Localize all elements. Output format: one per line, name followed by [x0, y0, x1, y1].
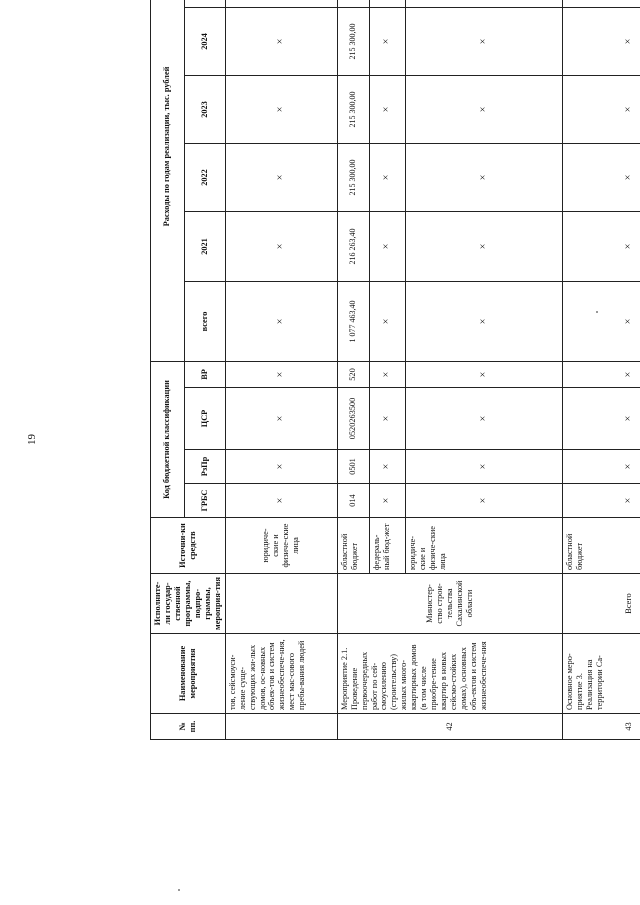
col-rzpr-header: РзПр: [184, 450, 225, 484]
col-num-header: № пп.: [151, 714, 226, 740]
cell-source: областной бюджет: [562, 518, 640, 574]
cell-2024: ×: [405, 7, 562, 75]
cell-csr: ×: [369, 388, 405, 450]
cell-2023: 215 300,00: [337, 75, 369, 143]
cell-2024: 215 300,00: [337, 7, 369, 75]
col-executor-header: Исполните-ли государ-ственной программы, подпро-граммы, мероприя-тия: [151, 574, 226, 634]
cell-executor: Всего: [562, 574, 640, 634]
cell-2023: ×: [562, 75, 640, 143]
cell-source: юридиче-ские и физиче-ские лица: [225, 518, 337, 574]
cell-2023: ×: [225, 75, 337, 143]
cell-name: тов, сейсмоуси-ление суще-ствующих жи-лых домов, ос-новных объек-тов и систем жизнеобеспече-ния, мест мас-сового пребы-вания людей: [225, 634, 337, 714]
cell-csr: ×: [225, 388, 337, 450]
cell-name: Основное меро-приятие 3. Реализация на территории Са-: [562, 634, 640, 714]
cell-2022: 215 300,00: [337, 143, 369, 211]
cell-grbs: ×: [405, 484, 562, 518]
cell-2023: ×: [369, 75, 405, 143]
col-csr-header: ЦСР: [184, 388, 225, 450]
cell-total: ×: [369, 281, 405, 361]
cell-grbs: ×: [369, 484, 405, 518]
cell-source: областной бюджет: [337, 518, 369, 574]
cell-total: ×: [225, 281, 337, 361]
cell-2025: [405, 0, 562, 7]
cell-2024: ×: [369, 7, 405, 75]
cell-grbs: ×: [225, 484, 337, 518]
col-name-header: Наименование мероприятия: [151, 634, 226, 714]
cell-source: федераль-ный бюд-жет: [369, 518, 405, 574]
budget-table: [150, 0, 640, 740]
cell-2025: [225, 0, 337, 7]
cell-2022: ×: [369, 143, 405, 211]
cell-grbs: 014: [337, 484, 369, 518]
cell-source: юридиче-ские и физиче-ские лица: [405, 518, 562, 574]
cell-vr: ×: [562, 361, 640, 387]
col-vr-header: ВР: [184, 361, 225, 387]
cell-2021: ×: [369, 211, 405, 281]
cell-2024: ×: [562, 7, 640, 75]
cell-num: 42: [337, 714, 562, 740]
cell-executor: [225, 574, 337, 634]
cell-num: [225, 714, 337, 740]
cell-rzpr: ×: [225, 450, 337, 484]
table-row-43: [562, 0, 640, 740]
header-row-1: [151, 0, 185, 740]
col-grbs-header: ГРБС: [184, 484, 225, 518]
cell-2023: ×: [405, 75, 562, 143]
cell-vr: ×: [405, 361, 562, 387]
col-source-header: Источни-ки средств: [151, 518, 226, 574]
cell-2021: 216 263,40: [337, 211, 369, 281]
cell-2024: ×: [225, 7, 337, 75]
cell-csr: 0520263500: [337, 388, 369, 450]
cell-2025: [369, 0, 405, 7]
cell-csr: ×: [562, 388, 640, 450]
cell-grbs: ×: [562, 484, 640, 518]
cell-rzpr: ×: [369, 450, 405, 484]
page-number: 19: [26, 434, 38, 445]
cell-vr: ×: [225, 361, 337, 387]
col-2022-header: 2022: [184, 143, 225, 211]
cell-total: 1 077 463,40: [337, 281, 369, 361]
col-2021-header: 2021: [184, 211, 225, 281]
cell-2022: ×: [225, 143, 337, 211]
cell-rzpr: 0501: [337, 450, 369, 484]
col-2023-header: 2023: [184, 75, 225, 143]
cell-2021: ×: [405, 211, 562, 281]
table-row-continuation: [225, 0, 337, 740]
cell-total: ×: [405, 281, 562, 361]
col-total-header: всего: [184, 281, 225, 361]
cell-2025: [337, 0, 369, 7]
cell-2025: [562, 0, 640, 7]
col-expenses-header: Расходы по годам реализации, тыс. рублей: [151, 0, 185, 361]
cell-2022: ×: [405, 143, 562, 211]
cell-total: ×: [562, 281, 640, 361]
scan-speck: [178, 889, 180, 891]
cell-2022: ×: [562, 143, 640, 211]
col-2024-header: 2024: [184, 7, 225, 75]
cell-num: 43: [562, 714, 640, 740]
cell-rzpr: ×: [405, 450, 562, 484]
rotated-table-container: [150, 23, 640, 740]
col-2025-header: [184, 0, 225, 7]
cell-name: Мероприятие 2.1. Проведение первоочередных работ по сей-смоусилению (строительству) жилых много-квартирных домов (в том числе приобре-тение квартир в новых сейсмо-стойких домах), основных объ-ектов и систем жизнеобеспече-ния: [337, 634, 562, 714]
cell-vr: 520: [337, 361, 369, 387]
table-row-42-regional: [337, 0, 369, 740]
col-kbk-header: Код бюджетной классификации: [151, 361, 185, 517]
cell-2021: ×: [225, 211, 337, 281]
cell-executor: Министер-ство строи-тельства Сахалинской области: [337, 574, 562, 634]
cell-csr: ×: [405, 388, 562, 450]
cell-rzpr: ×: [562, 450, 640, 484]
cell-vr: ×: [369, 361, 405, 387]
cell-2021: ×: [562, 211, 640, 281]
